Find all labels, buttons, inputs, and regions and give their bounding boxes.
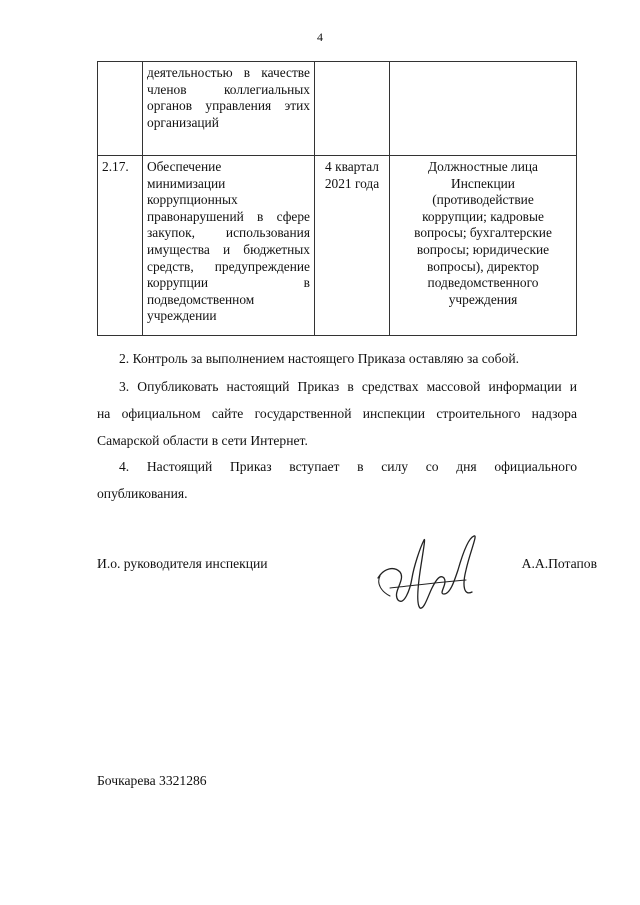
description-line: деятельностью в качестве xyxy=(147,65,310,80)
paragraph-2 xyxy=(97,345,577,372)
description-line: минимизации xyxy=(147,175,226,191)
responsible-line: вопросы), директор xyxy=(427,258,539,274)
responsible-line: вопросы; бухгалтерские xyxy=(414,225,552,241)
paragraph-4-line xyxy=(97,453,577,480)
paragraph-3-line: Самарской области в сети Интернет. xyxy=(97,433,308,448)
responsible-line: вопросы; юридические xyxy=(416,241,550,257)
row-number-cell xyxy=(98,62,143,156)
description-line: организаций xyxy=(147,114,219,130)
row-description-cell xyxy=(143,62,315,156)
paragraph-3-line xyxy=(97,373,577,400)
paragraph-4-line: опубликования. xyxy=(97,486,188,501)
responsible-line: подведомственного xyxy=(427,275,539,291)
description-line: имущества и бюджетных xyxy=(147,241,310,257)
signatory-title: И.о. руководителя инспекции xyxy=(97,556,268,571)
handwritten-signature xyxy=(370,530,490,620)
responsible-line: коррупции; кадровые xyxy=(422,208,544,224)
term-line: 4 квартал xyxy=(325,159,379,174)
description-line: органов управления этих xyxy=(147,98,310,114)
description-line: членов коллегиальных xyxy=(147,81,310,97)
paragraph-4-line-text: 4. Настоящий Приказ вступает в силу со дня официального xyxy=(119,459,577,474)
description-line: правонарушений в сфере xyxy=(147,208,310,224)
description-line: коррупционных xyxy=(147,192,238,208)
description-line: подведомственном xyxy=(147,291,255,307)
table-row xyxy=(98,156,577,336)
responsible-line: учреждения xyxy=(448,291,518,307)
page-number: 4 xyxy=(317,30,323,44)
row-description-cell xyxy=(143,156,315,336)
description-line: коррупции в xyxy=(147,275,310,291)
signatory-name: А.А.Потапов xyxy=(521,556,597,571)
row-number-cell: 2.17. xyxy=(98,156,143,336)
paragraph-2-text: 2. Контроль за выполнением настоящего Приказа оставляю за собой. xyxy=(119,351,519,366)
responsible-line: Должностные лица xyxy=(428,159,538,174)
term-line: 2021 года xyxy=(324,175,380,191)
description-line: средств, предупреждение xyxy=(147,258,310,274)
description-line: учреждении xyxy=(147,308,217,324)
responsible-line: (противодействие xyxy=(432,192,534,208)
row-term-cell xyxy=(315,62,390,156)
description-line: закупок, использования xyxy=(147,225,310,241)
row-term-cell xyxy=(315,156,390,336)
responsible-line: Инспекции xyxy=(451,175,515,191)
row-responsible-cell xyxy=(390,62,577,156)
paragraph-3-line: на официальном сайте государственной инспекции строительного надзора xyxy=(97,406,577,421)
description-line: Обеспечение xyxy=(147,159,222,174)
row-responsible-cell xyxy=(390,156,577,336)
paragraph-3-line-text: 3. Опубликовать настоящий Приказ в средствах массовой информации и xyxy=(119,379,577,394)
table-row xyxy=(98,62,577,156)
paragraph-3 xyxy=(97,373,577,454)
measures-table xyxy=(97,61,577,336)
executor-contact: Бочкарева 3321286 xyxy=(97,773,207,788)
paragraph-4 xyxy=(97,453,577,507)
